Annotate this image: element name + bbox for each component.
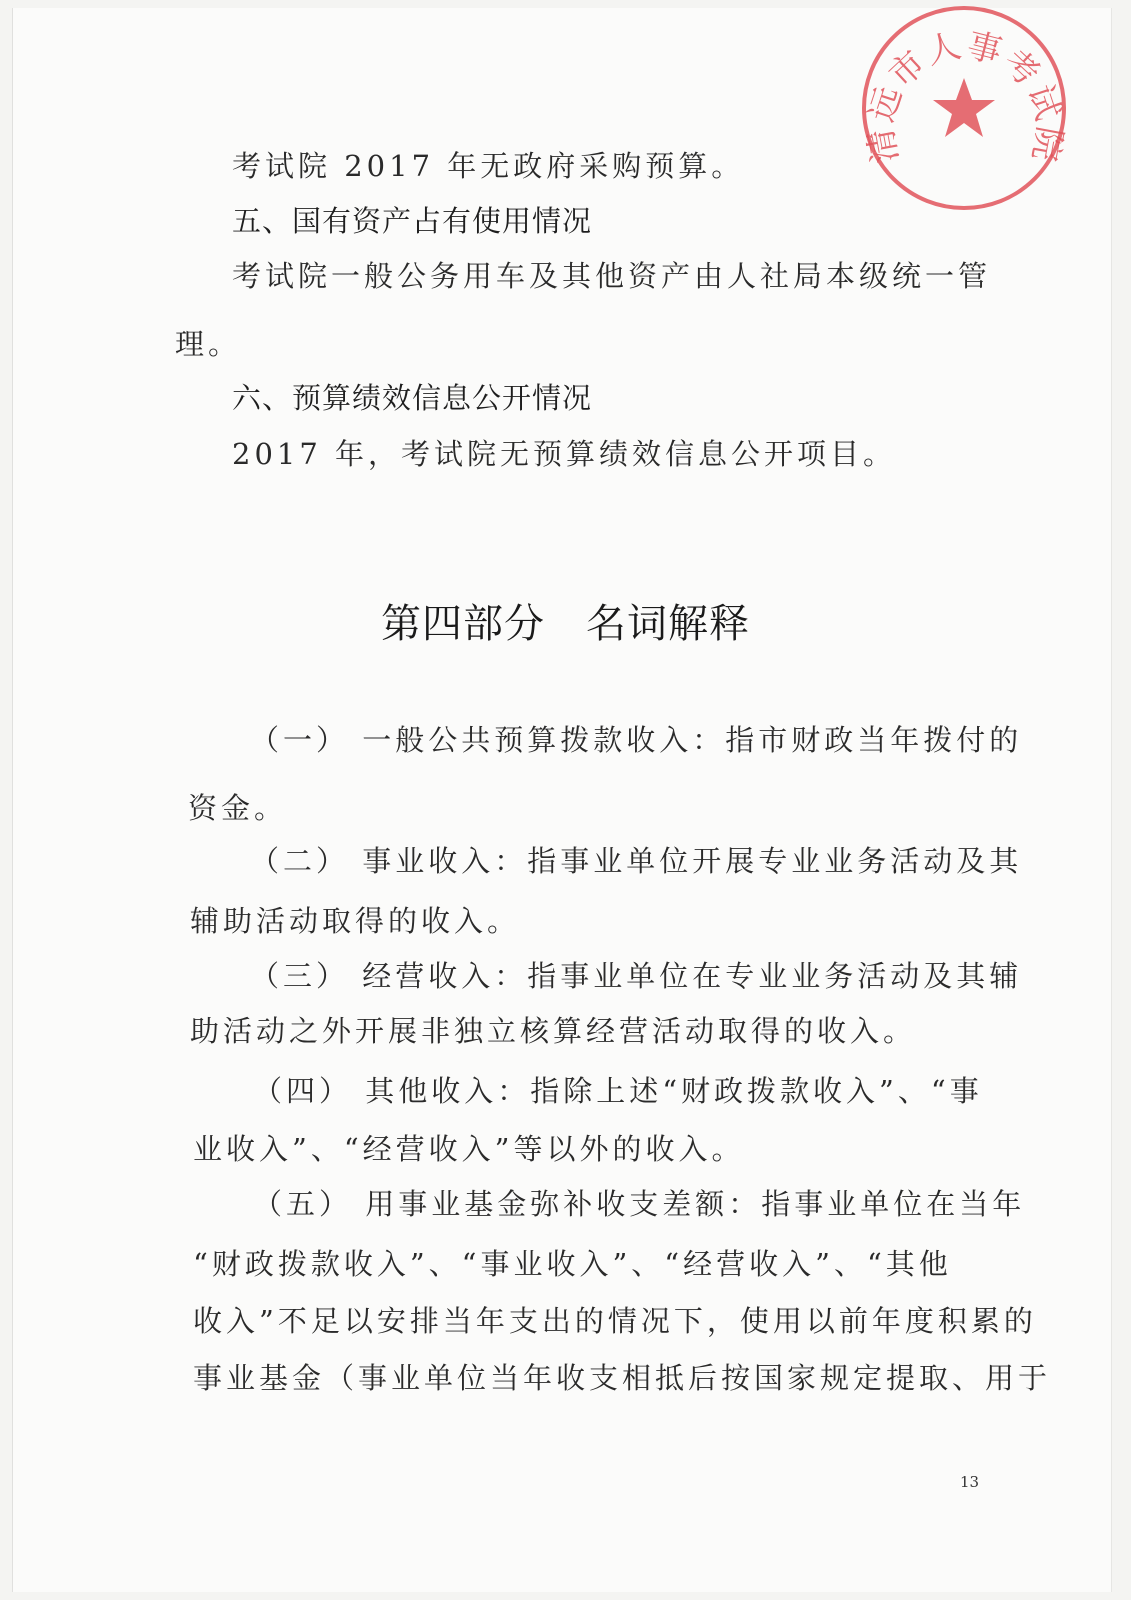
glossary-line: 收入”不足以安排当年支出的情况下，使用以前年度积累的 bbox=[193, 1304, 1037, 1338]
paragraph-line: 考试院一般公务用车及其他资产由人社局本级统一管 bbox=[232, 259, 992, 293]
seal-text: 清远市人事考试院 bbox=[860, 25, 1070, 167]
paragraph-line: 理。 bbox=[175, 327, 242, 361]
page-number: 13 bbox=[960, 1473, 980, 1491]
glossary-line: 业收入”、“经营收入”等以外的收入。 bbox=[193, 1132, 745, 1166]
glossary-line: 助活动之外开展非独立核算经营活动取得的收入。 bbox=[190, 1014, 917, 1048]
section-heading-five: 五、国有资产占有使用情况 bbox=[232, 204, 593, 238]
section-heading-six: 六、预算绩效信息公开情况 bbox=[232, 381, 593, 415]
glossary-line: 辅助活动取得的收入。 bbox=[190, 904, 521, 938]
part-title: 第四部分 名词解释 bbox=[381, 601, 750, 647]
glossary-line: （一） 一般公共预算拨款收入：指市财政当年拨付的 bbox=[250, 723, 1023, 757]
official-seal bbox=[848, 0, 1076, 228]
glossary-line: （三） 经营收入：指事业单位在专业业务活动及其辅 bbox=[250, 959, 1023, 993]
glossary-line: （五） 用事业基金弥补收支差额：指事业单位在当年 bbox=[253, 1187, 1026, 1221]
glossary-line: （四） 其他收入：指除上述“财政拨款收入”、“事 bbox=[253, 1074, 983, 1108]
seal-star-icon bbox=[933, 78, 995, 137]
document-page bbox=[12, 8, 1112, 1592]
glossary-line: （二） 事业收入：指事业单位开展专业业务活动及其 bbox=[250, 844, 1023, 878]
glossary-line: 资金。 bbox=[188, 791, 288, 825]
paragraph-line: 考试院 2017 年无政府采购预算。 bbox=[232, 149, 745, 183]
glossary-line: 事业基金（事业单位当年收支相抵后按国家规定提取、用于 bbox=[193, 1361, 1052, 1395]
paragraph-line: 2017 年，考试院无预算绩效信息公开项目。 bbox=[232, 437, 897, 471]
glossary-line: “财政拨款收入”、“事业收入”、“经营收入”、“其他 bbox=[193, 1247, 952, 1281]
